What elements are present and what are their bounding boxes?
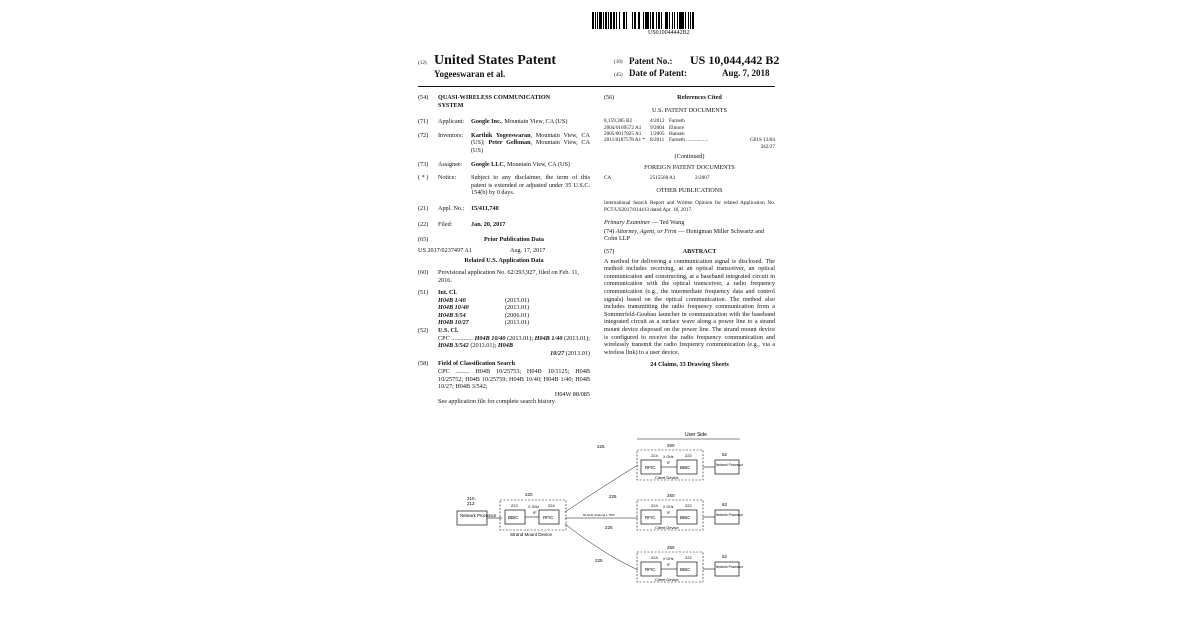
abstract-text: A method for delivering a communication signal is disclosed. The method includes receiving, at an optical transceiver, an optical communication and constructing, at a baseband integrated circuit in communication with the optical transceiver, a radio frequency communication (e.g., the intermediate frequency data and control signals) based on the optical communication. The method also includes transmitting the radio frequency communication from a Sommerfeld-Goubau launcher in communication with the baseband integrated circuit as a surface wave along a power line to a strand mount device disposed on the power line. The strand mount device is configured to receive the radio frequency communication and wirelessly transmit the radio frequency communication (e.g., via a wireless link) to a user device. <box>604 257 775 356</box>
xghz-label: X GHz <box>528 505 540 509</box>
ref-224: 224 <box>548 503 555 508</box>
inventor-name: Karthik Yogeeswaran <box>471 131 531 139</box>
patent-date: Aug. 7, 2018 <box>722 68 770 78</box>
us-doc-name: Farneth ................. <box>669 137 709 144</box>
ref-62: 62 <box>722 502 728 507</box>
ref-250: 250 <box>667 493 675 498</box>
int-cl-row <box>438 319 590 327</box>
filed-label: Filed: <box>438 220 453 228</box>
us-doc-name: Farneth <box>669 118 685 125</box>
provisional-text: Provisional application No. 62/293,927, filed on Feb. 11, 2016. <box>438 268 580 284</box>
appl-no-label: Appl. No.: <box>438 204 465 212</box>
prior-pub-date: Aug. 17, 2017 <box>510 246 546 254</box>
network-processor-label: Network Processor <box>460 513 497 518</box>
field-52 <box>418 327 590 335</box>
xghz-label: X GHz <box>663 455 674 459</box>
ref-224: 224 <box>651 555 658 560</box>
field-code: (21) <box>418 204 429 212</box>
ref-250: 250 <box>667 443 675 448</box>
field-58 <box>418 360 590 368</box>
right-column <box>604 94 775 369</box>
rfic-label: RFIC <box>645 465 656 470</box>
field-71 <box>418 118 590 126</box>
code-10: (10) <box>614 59 623 65</box>
network-processor-label: Network Processor <box>716 565 743 569</box>
xghz-label: X GHz <box>663 505 674 509</box>
ref-222: 222 <box>685 503 692 508</box>
field-code: (57) <box>604 248 615 255</box>
header-rule <box>418 86 775 87</box>
us-doc-number: 2004/0169572 A1 <box>604 124 642 131</box>
foreign-country: CA <box>604 175 612 182</box>
us-doc-name: Elmore <box>669 124 685 131</box>
cpc-version: (2013.01); <box>505 334 535 342</box>
if-label: IF <box>667 563 671 567</box>
int-cl-row <box>438 304 590 312</box>
filed-value: Jan. 20, 2017 <box>471 220 506 228</box>
us-doc-date: 8/2011 <box>650 137 665 144</box>
continued-label: (Continued) <box>674 153 705 161</box>
field-notice <box>418 174 590 197</box>
wireless-link-1 <box>565 465 638 512</box>
int-cl-version: (2013.01) <box>505 304 530 312</box>
field-56 <box>604 94 775 102</box>
us-doc-date: 9/2004 <box>650 124 665 131</box>
us-doc-number: 2005/0017825 A1 <box>604 131 642 137</box>
field-code: (22) <box>418 220 429 228</box>
ref-210: 210, <box>467 496 476 501</box>
abstract-heading: ABSTRACT <box>682 248 717 255</box>
bbic-label: BBIC <box>680 515 691 520</box>
us-doc-name: Hansen <box>669 131 685 137</box>
attorney-label: Attorney, Agent, or Firm <box>614 227 677 235</box>
xghz-label: X GHz <box>663 557 674 561</box>
if-label: IF <box>667 461 671 465</box>
applicant-location: , Mountain View, CA (US) <box>501 118 568 126</box>
int-cl-class: H04B 3/54 <box>438 311 466 319</box>
foreign-date: 2/2007 <box>695 175 710 182</box>
field-code: (52) <box>418 327 429 335</box>
int-cl-class: H04B 1/40 <box>438 296 466 304</box>
field-code: ( * ) <box>418 174 429 182</box>
field-65 <box>418 236 590 244</box>
channel-label: 60 GHz Channel 1 TDD <box>583 513 615 517</box>
cpc-prefix: CPC .............. <box>438 334 473 342</box>
invention-title: QUASI-WIRELESS COMMUNICATION SYSTEM <box>438 94 551 109</box>
notice-text: Subject to any disclaimer, the term of this patent is extended or adjusted under 35 U.S.C. 154(b) by 0 days. <box>471 174 590 197</box>
us-doc-class: G01S 13/04 <box>750 137 775 144</box>
rfic-label: RFIC <box>645 567 656 572</box>
assignee-label: Assignee: <box>438 160 463 168</box>
int-cl-version: (2015.01) <box>505 296 530 304</box>
left-column <box>418 94 590 406</box>
inventor-location: , Mountain View, CA (US) <box>471 139 590 154</box>
examiner-label: Primary Examiner <box>604 219 651 227</box>
examiner-name: — Ted Wang <box>650 219 685 227</box>
rfic-label: RFIC <box>543 515 554 520</box>
us-docs-heading: U.S. PATENT DOCUMENTS <box>652 106 727 114</box>
related-heading: Related U.S. Application Data <box>464 257 544 265</box>
code-45: (45) <box>614 72 623 78</box>
int-cl-list <box>438 297 590 327</box>
prior-pub-heading: Prior Publication Data <box>483 236 545 244</box>
client-device-label: Client Device <box>655 525 679 530</box>
field-54 <box>418 94 590 109</box>
field-search-last: H04W 88/085 <box>554 390 590 398</box>
foreign-doc-row <box>604 175 775 181</box>
system-diagram <box>455 430 755 585</box>
notice-label: Notice: <box>438 174 457 182</box>
int-cl-row <box>438 312 590 320</box>
field-code: (73) <box>418 160 429 168</box>
network-processor-label: Network Processor <box>716 463 743 467</box>
field-code: (71) <box>418 118 429 126</box>
barcode <box>592 12 776 29</box>
ref-222: 222 <box>685 453 692 458</box>
field-code: (58) <box>418 360 429 368</box>
us-docs-list <box>604 118 775 144</box>
field-73 <box>418 161 590 169</box>
references-heading: References Cited <box>677 94 722 101</box>
int-cl-label: Int. Cl. <box>438 289 457 297</box>
code-12: (12) <box>418 60 427 66</box>
cpc-classification <box>438 335 590 358</box>
field-code: (54) <box>418 94 429 101</box>
int-cl-version: (2013.01) <box>505 319 530 327</box>
client-device-label: Client Device <box>655 475 679 480</box>
inventor-name: Peter Gelbman <box>488 139 531 147</box>
cpc-class: H04B 1/40 <box>534 334 563 342</box>
cpc-class: H04B 3/542 <box>438 342 469 350</box>
field-22 <box>418 221 590 229</box>
attorney-name: — Honigman Miller Schwartz and Cohn LLP <box>604 227 765 243</box>
int-cl-class: H04B 10/40 <box>438 304 469 312</box>
claims-summary: 24 Claims, 33 Drawing Sheets <box>650 361 729 369</box>
field-code: (56) <box>604 94 615 101</box>
ref-250: 250 <box>667 545 675 550</box>
applicant-name: Google Inc. <box>471 118 502 126</box>
field-51 <box>418 289 590 297</box>
cpc-class: H04B 10/40 <box>474 334 506 342</box>
ref-62: 62 <box>722 452 728 457</box>
us-doc-number: 2011/0187578 A1 * <box>604 137 646 144</box>
bbic-label: BBIC <box>680 465 691 470</box>
client-device-label: Client Device <box>655 577 679 582</box>
foreign-number: 2515560 A1 <box>650 175 676 182</box>
field-code: (51) <box>418 289 429 297</box>
ref-220: 220 <box>525 492 533 497</box>
ref-224: 224 <box>651 503 658 508</box>
other-pubs-heading: OTHER PUBLICATIONS <box>656 186 723 194</box>
patent-number: US 10,044,442 B2 <box>690 53 780 67</box>
patent-title-heading: United States Patent <box>434 53 557 68</box>
field-search-text: CPC ......... H04B 10/25753; H04B 10/1125; H04B 10/25752; H04B 10/25759; H04B 10/40; H04B 1/40; H04B 10/27; H04B 3/542; <box>438 368 590 391</box>
field-57 <box>604 248 775 256</box>
us-doc-class-cont: 342/27 <box>760 143 775 150</box>
int-cl-class: H04B 10/27 <box>438 319 469 327</box>
ref-226: 226 <box>597 444 605 449</box>
inventor-short: Yogeeswaran et al. <box>434 69 506 79</box>
ref-62: 62 <box>722 554 728 559</box>
patent-no-label: Patent No.: <box>629 56 673 66</box>
us-doc-date: 4/2012 <box>650 118 665 125</box>
user-side-label: User Side <box>685 432 707 438</box>
field-72 <box>418 132 590 155</box>
inventors-label: Inventors: <box>438 131 464 139</box>
field-code: (60) <box>418 268 429 276</box>
cpc-version: (2013.01); <box>564 334 591 342</box>
us-doc-number: 8,159,385 B2 <box>604 118 633 125</box>
if-label: IF <box>533 511 537 515</box>
ref-225: 225 <box>605 525 613 530</box>
field-code: (65) <box>418 236 429 244</box>
ref-212: 212 <box>467 501 475 506</box>
applicant-label: Applicant: <box>438 118 465 126</box>
cpc-version: (2013.01); <box>468 342 498 350</box>
prior-pub-row <box>418 247 590 255</box>
other-pubs-text: International Search Report and Written Opinion for related Application No. PCT/US2017/014413 dated Apr. 18, 2017. <box>604 200 775 213</box>
assignee-location: , Mountain View, CA (US) <box>503 160 570 168</box>
bbic-label: BBIC <box>680 567 691 572</box>
date-label: Date of Patent: <box>629 68 687 78</box>
bbic-label: BBIC <box>508 515 519 520</box>
ref-222: 222 <box>511 503 518 508</box>
inventor-location: , Mountain View, CA (US); <box>471 131 590 147</box>
us-doc-row <box>604 137 775 143</box>
rfic-label: RFIC <box>645 515 656 520</box>
ref-225: 225 <box>595 558 603 563</box>
network-processor-label: Network Processor <box>716 513 743 517</box>
barcode-number: US010044442B2 <box>648 30 690 36</box>
field-code: (72) <box>418 131 429 139</box>
field-21 <box>418 205 590 213</box>
cpc-class: 10/27 <box>550 349 565 357</box>
us-cl-label: U.S. Cl. <box>438 327 459 335</box>
field-60 <box>418 269 590 284</box>
appl-no-value: 15/411,740 <box>471 204 499 212</box>
strand-mount-label: Strand Mount Device <box>510 532 553 537</box>
ref-222: 222 <box>685 555 692 560</box>
int-cl-row <box>438 297 590 305</box>
field-code: (74) <box>604 227 615 235</box>
assignee-name: Google LLC <box>471 160 504 168</box>
foreign-docs-heading: FOREIGN PATENT DOCUMENTS <box>644 163 735 171</box>
ref-224: 224 <box>651 453 658 458</box>
ref-225: 225 <box>609 494 617 499</box>
barcode-bar <box>694 12 695 29</box>
us-doc-date: 1/2005 <box>650 131 665 137</box>
if-label: IF <box>667 511 671 515</box>
field-search-label: Field of Classification Search <box>438 360 516 368</box>
prior-pub-number: US 2017/0237497 A1 <box>418 246 472 254</box>
cpc-version: (2013.01) <box>564 349 590 357</box>
int-cl-version: (2006.01) <box>505 311 530 319</box>
wireless-link-3 <box>565 524 638 570</box>
field-search-note: See application file for complete search history. <box>438 398 556 406</box>
cpc-class: H04B <box>497 342 513 350</box>
